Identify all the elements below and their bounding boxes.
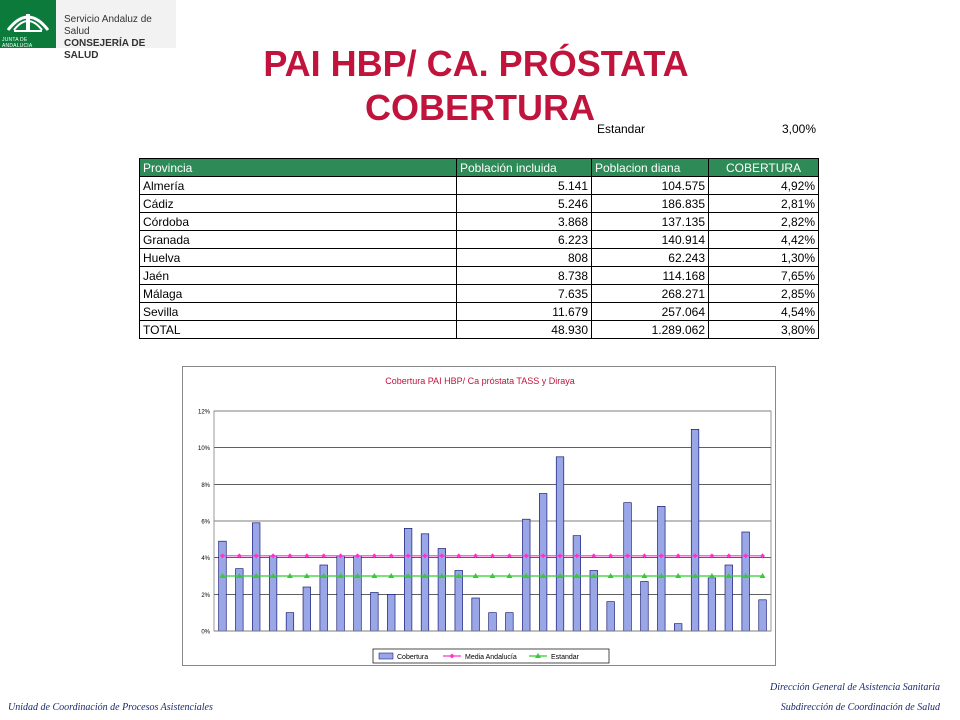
footer-right-line1: Dirección General de Asistencia Sanitaria <box>770 682 940 693</box>
bar <box>269 556 277 631</box>
table-row <box>140 231 819 249</box>
bar <box>573 536 581 631</box>
cell-cobertura: 1,30% <box>709 249 819 267</box>
cell-cobertura: 3,80% <box>709 321 819 339</box>
footer-left: Unidad de Coordinación de Procesos Asistenciales <box>8 702 213 713</box>
bar <box>236 569 244 631</box>
table-row <box>140 285 819 303</box>
bar <box>539 494 547 632</box>
cell-poblacion-diana: 257.064 <box>592 303 709 321</box>
cell-poblacion-diana: 268.271 <box>592 285 709 303</box>
bar <box>506 613 514 631</box>
logo <box>0 0 176 61</box>
table-header-row <box>140 159 819 177</box>
cell-provincia: Almería <box>140 177 457 195</box>
y-tick-label: 10% <box>197 446 210 453</box>
cell-provincia: Córdoba <box>140 213 457 231</box>
y-tick-label: 4% <box>201 556 210 563</box>
cell-poblacion-incluida: 11.679 <box>457 303 592 321</box>
cell-cobertura: 7,65% <box>709 267 819 285</box>
cell-provincia: Cádiz <box>140 195 457 213</box>
cell-provincia: Granada <box>140 231 457 249</box>
bar <box>742 532 750 631</box>
header-provincia: Provincia <box>140 159 457 177</box>
cell-provincia: Málaga <box>140 285 457 303</box>
cell-cobertura: 2,81% <box>709 195 819 213</box>
bar <box>556 457 564 631</box>
bar <box>489 613 497 631</box>
logo-line2: CONSEJERÍA DE SALUD <box>64 38 146 61</box>
cell-provincia: Huelva <box>140 249 457 267</box>
cell-poblacion-incluida: 8.738 <box>457 267 592 285</box>
legend-label: Estandar <box>551 654 580 661</box>
bar <box>657 506 665 631</box>
cell-poblacion-incluida: 5.246 <box>457 195 592 213</box>
standard-value: 3,00% <box>781 122 816 136</box>
table-row <box>140 213 819 231</box>
y-tick-label: 12% <box>197 409 210 416</box>
cell-poblacion-incluida: 6.223 <box>457 231 592 249</box>
chart-svg <box>183 367 777 667</box>
bar <box>641 582 649 632</box>
bar <box>404 528 412 631</box>
bar <box>438 549 446 632</box>
bar <box>387 594 395 631</box>
cell-cobertura: 2,85% <box>709 285 819 303</box>
table-row <box>140 249 819 267</box>
cell-poblacion-diana: 186.835 <box>592 195 709 213</box>
cell-cobertura: 4,92% <box>709 177 819 195</box>
y-tick-label: 2% <box>201 592 210 599</box>
cell-poblacion-incluida: 808 <box>457 249 592 267</box>
coverage-table <box>139 158 819 339</box>
cell-poblacion-incluida: 7.635 <box>457 285 592 303</box>
bar <box>303 587 311 631</box>
cell-poblacion-diana: 140.914 <box>592 231 709 249</box>
y-tick-label: 0% <box>201 629 210 636</box>
bar <box>337 556 345 631</box>
bar <box>759 600 767 631</box>
cell-poblacion-diana: 1.289.062 <box>592 321 709 339</box>
bar <box>590 571 598 632</box>
bar <box>354 556 362 631</box>
bar <box>371 593 379 632</box>
cell-cobertura: 4,54% <box>709 303 819 321</box>
cell-poblacion-diana: 104.575 <box>592 177 709 195</box>
cell-poblacion-diana: 114.168 <box>592 267 709 285</box>
cell-provincia: Sevilla <box>140 303 457 321</box>
cell-poblacion-incluida: 5.141 <box>457 177 592 195</box>
legend-swatch <box>379 653 393 659</box>
coverage-chart <box>182 366 776 666</box>
standard-label: Estandar <box>597 122 646 136</box>
cell-provincia: TOTAL <box>140 321 457 339</box>
header-poblacion-diana: Poblacion diana <box>592 159 709 177</box>
cell-provincia: Jaén <box>140 267 457 285</box>
bar <box>286 613 294 631</box>
page-title-line2: COBERTURA <box>365 87 595 128</box>
bar <box>472 598 480 631</box>
bar <box>708 578 716 631</box>
table-row <box>140 267 819 285</box>
cell-cobertura: 2,82% <box>709 213 819 231</box>
chart-title: Cobertura PAI HBP/ Ca próstata TASS y Diraya <box>385 376 575 386</box>
table-row <box>140 195 819 213</box>
bar <box>607 602 615 631</box>
table-row <box>140 321 819 339</box>
table-row <box>140 177 819 195</box>
cell-poblacion-diana: 137.135 <box>592 213 709 231</box>
bar <box>691 429 699 631</box>
page-title-line1: PAI HBP/ CA. PRÓSTATA <box>263 43 689 84</box>
header-poblacion-incluida: Población incluida <box>457 159 592 177</box>
bar <box>624 503 632 631</box>
cell-cobertura: 4,42% <box>709 231 819 249</box>
table-row <box>140 303 819 321</box>
footer-right-line2: Subdirección de Coordinación de Salud <box>780 702 940 713</box>
logo-mark <box>0 0 56 48</box>
bar <box>455 571 463 632</box>
legend-label: Cobertura <box>397 654 429 661</box>
y-tick-label: 8% <box>201 482 210 489</box>
logo-line1: Servicio Andaluz de Salud <box>64 14 152 37</box>
bar <box>421 534 429 631</box>
y-tick-label: 6% <box>201 519 210 526</box>
cell-poblacion-diana: 62.243 <box>592 249 709 267</box>
bar <box>674 624 682 631</box>
cell-poblacion-incluida: 48.930 <box>457 321 592 339</box>
legend-label: Media Andalucía <box>465 654 517 661</box>
logo-mark-text: JUNTA DE ANDALUCIA <box>2 37 33 49</box>
header-cobertura: COBERTURA <box>709 159 819 177</box>
cell-poblacion-incluida: 3.868 <box>457 213 592 231</box>
